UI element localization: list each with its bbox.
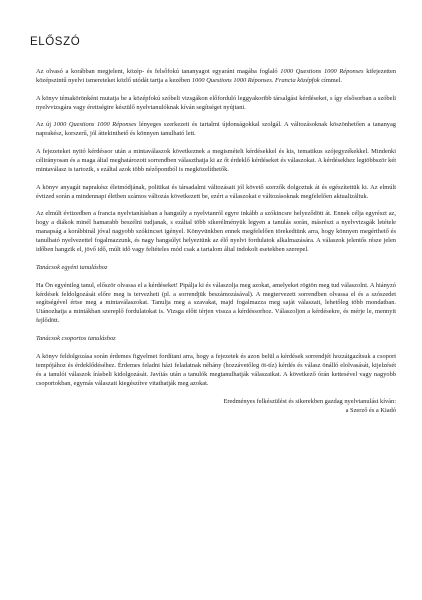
p1-text-a: Az olvasó a korábban megjelent, közép- és felsőfokú tananyagot egyaránt magába foglaló [36, 68, 281, 75]
paragraph-update: A könyv anyagát naprakész életmódjának, politikai és társadalmi változásait jól követő szerzők dolgoztuk át és egészítettük ki. Az elmúlt évtized során a mindennapi életben számos változás következett be, ezért a válaszokat e változásoknak megfelelően aktualizáltuk. [36, 183, 396, 200]
closing-signature: a Szerző és a Kiadó [345, 407, 396, 415]
p1-text-c: kifejezetten középszintű nyelvi ismereteket közlő utódát tartja a kezében [36, 68, 396, 84]
paragraph-vocabulary: Az elmúlt évtizedben a francia nyelvtanításban a hangsúly a nyelvtanról egyre inkább a szókincsre helyeződött át. Ennek célja egyrészt az, hogy a diákok minél hamarabb beszélni tudjanak, s ezáltal több sikerélményük legyen a tanulás során, másrészt a nyelvvizsgák letétele manapság a korábbinál jóval nagyobb szókincset igényel. Könyvünkben ennek megfelelően törekedtünk arra, hogy könnyen megérthető és tanulható nyelvezettel fogalmazzunk, és nagy hangsúlyt helyeztünk az élő nyelvi fordulatok alkalmazására. A válaszok jelentős része jelen időben hangzik el, jövő idő, múlt idő vagy feltételes mód csak a tartalom által indokolt esetekben szerepel. [36, 210, 396, 254]
preface-body [36, 68, 396, 416]
paragraph-purpose: A könyv témakörönként mutatja be a középfokú szóbeli vizsgákon előforduló leggyakoribb társalgási kérdéseket, s így elsősorban a szóbeli nyelvvizsgára vagy érettségire készülő nyelvtanulóknak kíván segítséget nyújtani. [36, 94, 396, 111]
p1-text-e: címmel. [319, 76, 342, 84]
page-title: ELŐSZÓ [30, 36, 81, 48]
p3-text-c: lényeges szerkezeti és tartalmi újdonságokkal szolgál. A változásoknak köszönhetően a tananyag naprakész, korszerű, jól áttekinthető és könnyen tanulható lett. [36, 121, 396, 138]
paragraph-group: A könyv feldolgozása során érdemes figyelmet fordítani arra, hogy a fejezetek és azon belül a kérdések sorrendjét hozzáigazítsuk a csoport tempójához és érdeklődéséhez. Érdemes feladni házi feladatnak néhány (hozzávetőleg öt-tíz) kérdés és válasz önálló elolvasását, kijelzését és a tanulói válaszok írásbeli kidolgozását. Javítás után a tanulók megtanulhatják válaszaikat. A következő órán kettesével vagy nagyobb csoportokban, egymás válaszait kiegészítve vitathatják meg azokat. [36, 352, 396, 387]
closing-wish: Eredményes felkészülést és sikerekben gazdag nyelvtanulást kíván: [223, 398, 396, 406]
p1-book-subtitle: 1000 Questions 1000 Réponses. Francia középfok [191, 76, 320, 84]
paragraph-novelty [36, 121, 396, 139]
paragraph-individual: Ha Ön egyénileg tanul, először olvassa el a kérdéseket! Pipálja ki és válaszolja meg azokat, amelyeket rögtön meg tud válaszolni. A hiányzó kérdések feldolgozását előre meg is tervezheti (pl. a sorrendjük beszámozásával). A megtervezett sorrendben olvassa el és a szószedet segítségével értse meg a mintaválaszokat. Tanulja meg a szavakat, majd fogalmazza meg saját válaszait, lehetőleg több mondatban. Utánozhatja a mintákban szereplő fordulatokat is. Vizsga előtt térjen vissza a kérdéssorhoz. Válaszoljon a kérdésekre, és mérje le, mennyit fejlődött. [36, 281, 396, 325]
subheading-individual: Tanácsok egyéni tanuláshoz [36, 263, 108, 271]
closing-block [36, 398, 396, 416]
p3-book-title: 1000 Questions 1000 Réponses [53, 121, 137, 129]
p1-book-title: 1000 Questions 1000 Réponses [280, 68, 364, 75]
subheading-group: Tanácsok csoportos tanuláshoz [36, 335, 116, 343]
paragraph-intro [36, 68, 396, 86]
p3-text-a: Az új [36, 121, 54, 129]
paragraph-structure: A fejezeteket nyitó kérdéssor után a mintaválaszok következnek a megismételt kérdésekkel és kis, tematikus szójegyzékekkel. Mindenki célirányosan és a maga által meghatározott sorrendben választhatja ki az őt érdeklő kérdéseket és válaszokat. A kérdésekhez legtöbbször két mintaválasz is tartozik, s ezáltal azok több nézőpontból is megközelíthetők. [36, 148, 396, 173]
